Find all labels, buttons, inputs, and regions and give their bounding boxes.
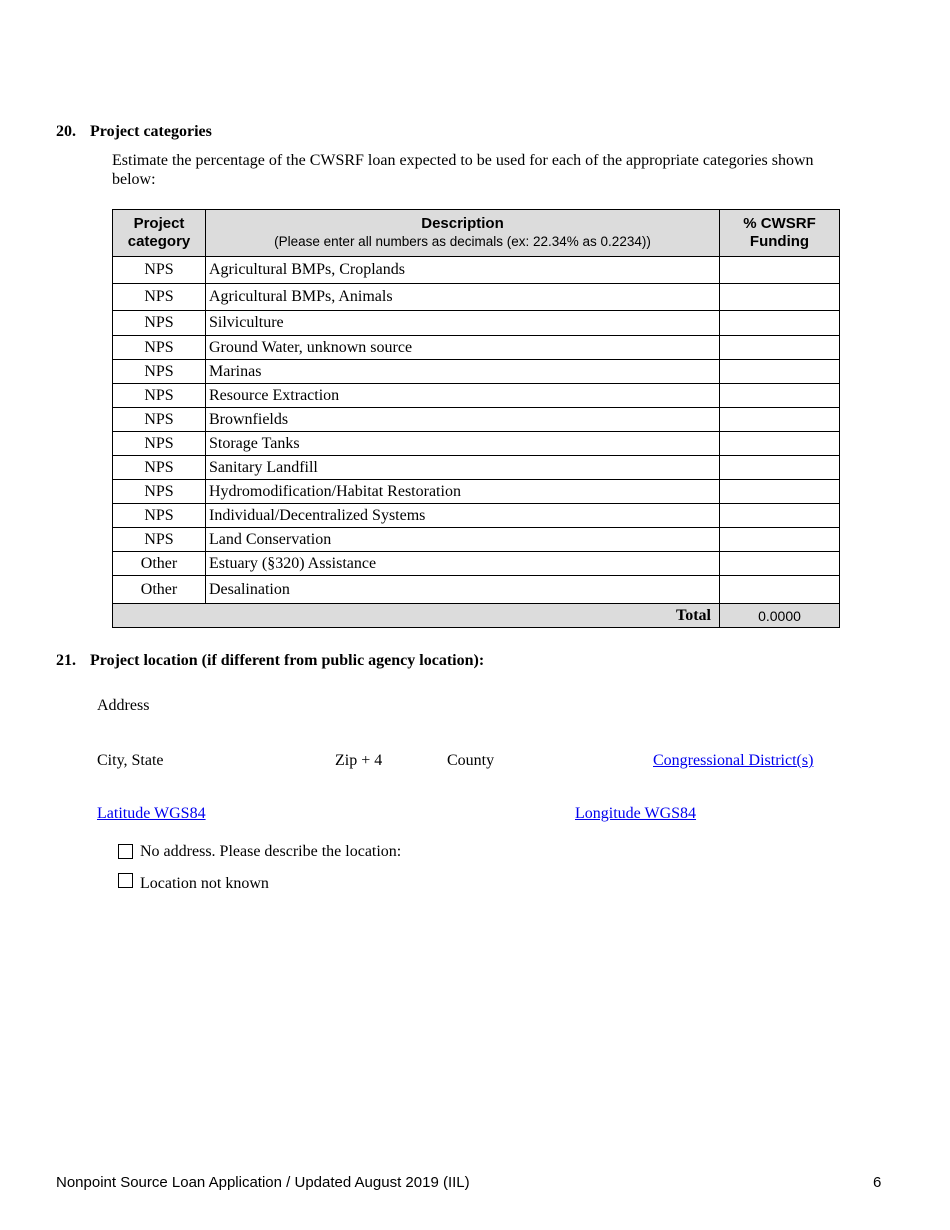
latitude-link[interactable]: Latitude WGS84 (97, 805, 206, 822)
address-label: Address (97, 697, 150, 714)
row-description: Individual/Decentralized Systems (206, 504, 720, 528)
no-address-label: No address. Please describe the location: (140, 843, 402, 860)
row-funding-cell (720, 456, 840, 480)
row-description: Estuary (§320) Assistance (206, 552, 720, 576)
column-header-description-title: Description (421, 215, 504, 232)
table-row (113, 576, 840, 604)
row-category: NPS (113, 528, 206, 552)
table-row (113, 284, 840, 311)
section-21-title: Project location (if different from public agency location): (90, 652, 485, 669)
funding-input[interactable] (720, 386, 839, 404)
row-funding-cell (720, 576, 840, 604)
funding-input[interactable] (720, 288, 839, 306)
table-row (113, 408, 840, 432)
row-funding-cell (720, 311, 840, 336)
row-funding-cell (720, 284, 840, 311)
row-category: NPS (113, 311, 206, 336)
location-not-known-checkbox[interactable] (118, 873, 133, 888)
row-category: Other (113, 576, 206, 604)
row-category: NPS (113, 480, 206, 504)
section-21-number: 21. (56, 652, 76, 669)
funding-input[interactable] (720, 338, 839, 356)
total-label: Total (113, 604, 720, 628)
row-funding-cell (720, 504, 840, 528)
row-funding-cell (720, 552, 840, 576)
table-row (113, 360, 840, 384)
row-category: NPS (113, 284, 206, 311)
row-description: Brownfields (206, 408, 720, 432)
table-row (113, 432, 840, 456)
row-description: Agricultural BMPs, Animals (206, 284, 720, 311)
column-header-category: Project category (113, 210, 206, 257)
funding-input[interactable] (720, 362, 839, 380)
row-category: NPS (113, 336, 206, 360)
location-not-known-label: Location not known (140, 875, 269, 892)
section-20-intro-line1: Estimate the percentage of the CWSRF loan expected to be used for each of the appropriate categories shown (112, 152, 814, 169)
row-funding-cell (720, 408, 840, 432)
column-header-description (206, 210, 720, 257)
project-categories-table (112, 209, 840, 628)
table-row (113, 552, 840, 576)
funding-input[interactable] (720, 482, 839, 500)
no-address-checkbox[interactable] (118, 844, 133, 859)
row-funding-cell (720, 432, 840, 456)
row-description: Agricultural BMPs, Croplands (206, 257, 720, 284)
column-header-description-note: (Please enter all numbers as decimals (ex: 22.34% as 0.2234)) (274, 234, 651, 249)
row-funding-cell (720, 336, 840, 360)
total-row (113, 604, 840, 628)
row-description: Ground Water, unknown source (206, 336, 720, 360)
row-funding-cell (720, 528, 840, 552)
table-row (113, 336, 840, 360)
row-funding-cell (720, 384, 840, 408)
table-row (113, 456, 840, 480)
section-20-number: 20. (56, 123, 76, 140)
row-description: Silviculture (206, 311, 720, 336)
column-header-funding: % CWSRF Funding (720, 210, 840, 257)
funding-input[interactable] (720, 554, 839, 572)
row-funding-cell (720, 257, 840, 284)
funding-input[interactable] (720, 261, 839, 279)
funding-input[interactable] (720, 458, 839, 476)
table-row (113, 504, 840, 528)
row-description: Hydromodification/Habitat Restoration (206, 480, 720, 504)
table-header-row (113, 210, 840, 257)
row-description: Storage Tanks (206, 432, 720, 456)
row-category: NPS (113, 360, 206, 384)
row-category: NPS (113, 257, 206, 284)
funding-input[interactable] (720, 530, 839, 548)
funding-input[interactable] (720, 580, 839, 598)
longitude-link[interactable]: Longitude WGS84 (575, 805, 697, 822)
row-funding-cell (720, 480, 840, 504)
congressional-district-link[interactable]: Congressional District(s) (653, 752, 814, 769)
city-state-label: City, State (97, 752, 164, 769)
funding-input[interactable] (720, 506, 839, 524)
row-description: Desalination (206, 576, 720, 604)
table-row (113, 311, 840, 336)
row-category: NPS (113, 456, 206, 480)
row-category: NPS (113, 384, 206, 408)
page-number: 6 (873, 1174, 882, 1191)
section-20-intro-line2: below: (112, 171, 156, 188)
funding-input[interactable] (720, 434, 839, 452)
row-category: NPS (113, 432, 206, 456)
county-label: County (447, 752, 495, 769)
row-description: Land Conservation (206, 528, 720, 552)
row-category: Other (113, 552, 206, 576)
table-row (113, 257, 840, 284)
table-row (113, 480, 840, 504)
funding-input[interactable] (720, 410, 839, 428)
row-description: Resource Extraction (206, 384, 720, 408)
row-category: NPS (113, 408, 206, 432)
row-category: NPS (113, 504, 206, 528)
footer-text: Nonpoint Source Loan Application / Updated August 2019 (IIL) (56, 1174, 470, 1191)
table-row (113, 384, 840, 408)
row-description: Sanitary Landfill (206, 456, 720, 480)
section-20-title: Project categories (90, 123, 212, 140)
zip-label: Zip + 4 (335, 752, 383, 769)
row-description: Marinas (206, 360, 720, 384)
row-funding-cell (720, 360, 840, 384)
funding-input[interactable] (720, 314, 839, 332)
total-value: 0.0000 (720, 604, 840, 628)
table-row (113, 528, 840, 552)
